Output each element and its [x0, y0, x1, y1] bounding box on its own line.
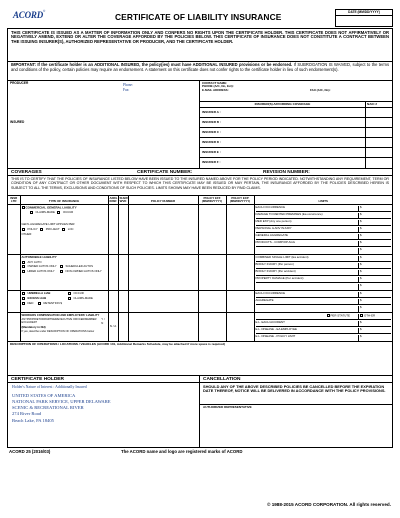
limit-row: [256, 233, 392, 240]
other-label: OTHER:: [21, 231, 33, 236]
cgl-limits: [254, 204, 392, 254]
cgl-title: COMMERCIAL GENERAL LIABILITY: [25, 204, 77, 209]
any-auto-checkbox[interactable]: [22, 261, 25, 264]
nonowned-label: NON-OWNED AUTOS ONLY: [65, 269, 102, 273]
coverages-label: COVERAGES: [11, 170, 42, 176]
cgl-eff-date[interactable]: [198, 204, 226, 254]
naic-value[interactable]: [366, 128, 392, 137]
limit-row: [256, 226, 392, 233]
limit-row: [256, 291, 392, 298]
cancellation-label: CANCELLATION: [200, 376, 392, 383]
nonowned-checkbox[interactable]: [60, 270, 63, 273]
insurer-name: INSURER C :: [200, 128, 366, 137]
limit-name: E.L. DISEASE - EA EMPLOYEE: [256, 328, 360, 333]
limit-row: [256, 320, 392, 327]
certificate-holder: [8, 376, 200, 447]
workers-exp-date[interactable]: [226, 312, 254, 341]
coverages-bar: [8, 168, 392, 176]
producer-contact: [123, 83, 133, 92]
column-header: POLICY NUMBER: [128, 196, 198, 204]
logo-text: ACORD: [13, 10, 44, 20]
contact-box[interactable]: [200, 81, 392, 102]
limit-name: AGGREGATE: [256, 299, 360, 304]
trademark: The ACORD name and logo are registered marks of ACORD: [121, 448, 243, 454]
workers-title: WORKERS COMPENSATION AND EMPLOYERS' LIABILITY: [21, 312, 100, 317]
page-title: CERTIFICATE OF LIABILITY INSURANCE: [115, 12, 282, 22]
producer-box[interactable]: [8, 81, 200, 168]
limit-row: [256, 212, 392, 219]
date-label: DATE (MM/DD/YYYY): [336, 10, 392, 16]
umbrella-label: UMBRELLA LIAB: [27, 291, 51, 296]
workers-row: [8, 312, 392, 341]
footer-line: [7, 450, 393, 455]
limit-name: PROPERTY DAMAGE (Per accident): [256, 277, 360, 282]
limit-value[interactable]: $: [360, 290, 362, 295]
insurer-row[interactable]: [200, 138, 392, 148]
logo-mark: ®: [43, 9, 46, 13]
naic-value[interactable]: [366, 118, 392, 127]
date-field[interactable]: [335, 9, 393, 27]
holder-line: UNITED STATES OF AMERICA: [12, 392, 76, 398]
hired-checkbox[interactable]: [22, 270, 25, 273]
umb-occur-label: OCCUR: [73, 291, 84, 296]
form-number: ACORD 25 (2016/03): [9, 448, 51, 454]
gen-agg-label: GEN'L AGGREGATE LIMIT APPLIES PER:: [21, 222, 76, 227]
limit-name: MED EXP (Any one person): [256, 220, 360, 225]
acord-logo: [13, 10, 45, 20]
cgl-type-cell: [20, 204, 108, 254]
important-notice: [8, 62, 392, 80]
retention-label: RETENTION $: [43, 300, 62, 305]
insurer-name: INSURER F :: [200, 158, 366, 168]
naic-value[interactable]: [366, 108, 392, 117]
holder-label: CERTIFICATE HOLDER: [8, 376, 199, 383]
limit-name: E.L. DISEASE - POLICY LIMIT: [256, 335, 360, 341]
holder-line: Beach Lake, PA 18405: [12, 417, 54, 423]
limit-name: EACH OCCURRENCE: [256, 206, 360, 211]
occur-label: OCCUR: [62, 209, 74, 214]
umbrella-type-cell: [20, 290, 108, 312]
mandatory-label: (Mandatory in NH): [21, 325, 46, 330]
umb-claims-checkbox[interactable]: [68, 297, 71, 300]
umbrella-checkbox[interactable]: [22, 292, 25, 295]
auto-limits: [254, 254, 392, 290]
holder-line: SCENIC & RECREATIONAL RIVER: [12, 405, 84, 411]
holder-line: NATIONAL PARK SERVICE, UPPER DELAWARE: [12, 398, 111, 404]
bottom-section: [8, 375, 392, 447]
workers-policy-number[interactable]: [128, 312, 198, 341]
if-yes-label: If yes, describe under DESCRIPTION OF OPERATIONS below: [21, 329, 95, 333]
limit-row: [256, 269, 392, 276]
insurer-header-label: INSURER(S) AFFORDING COVERAGE: [200, 102, 366, 107]
cgl-exp-date[interactable]: [226, 204, 254, 254]
limit-value[interactable]: $: [360, 211, 362, 216]
limit-row: [256, 240, 392, 247]
insurer-row[interactable]: [200, 118, 392, 128]
limit-name: DAMAGE TO RENTED PREMISES (Ea occurrence): [256, 213, 360, 218]
per-statute-cell: [256, 314, 360, 319]
naic-value[interactable]: [366, 158, 392, 168]
cgl-policy-number[interactable]: [128, 204, 198, 254]
coverages-text: THIS IS TO CERTIFY THAT THE POLICIES OF INSURANCE LISTED BELOW HAVE BEEN ISSUED TO THE INSURED NAMED ABOVE FOR THE POLICY PERIOD INDICATED. NOTWITHSTANDING ANY REQUIREMENT, TERM OR CONDITION OF ANY CONTRACT OR OTHER DOCUMENT WITH RESPECT TO WHICH THIS CERTIFICATE MAY BE ISSUED OR MAY PERTAIN, THE INSURANCE AFFORDED BY THE POLICIES DESCRIBED HEREIN IS SUBJECT TO ALL THE TERMS, EXCLUSIONS AND CONDITIONS OF SUCH POLICIES. LIMITS SHOWN MAY HAVE BEEN REDUCED BY PAID CLAIMS.: [8, 176, 392, 196]
certificate-number-label: CERTIFICATE NUMBER:: [137, 170, 193, 176]
retention-checkbox[interactable]: [38, 302, 41, 305]
umbrella-exp-date[interactable]: [226, 290, 254, 312]
ded-checkbox[interactable]: [22, 302, 25, 305]
copyright: © 1988-2015 ACORD CORPORATION. All rights reserved.: [267, 501, 391, 507]
column-header: LIMITS: [254, 196, 392, 204]
limit-row: [256, 334, 392, 341]
holder-address: [12, 393, 195, 424]
ded-label: DED: [27, 300, 34, 305]
hired-label: HIRED AUTOS ONLY: [27, 269, 55, 273]
producer-section: [8, 80, 392, 168]
limit-name: [256, 306, 360, 312]
oth-er-label: OTH-ER: [364, 312, 376, 317]
description-of-operations[interactable]: DESCRIPTION OF OPERATIONS / LOCATIONS / VEHICLES (ACORD 101, Additional Remarks Schedule, may be attached if more space is required): [8, 341, 392, 375]
important-line-1: IMPORTANT: If the certificate holder is an ADDITIONAL INSURED, the policy(ies) must have ADDITIONAL INSURED provisions or be endorsed.: [11, 62, 293, 67]
limit-row: [256, 247, 392, 254]
limit-value[interactable]: $: [360, 326, 362, 331]
limit-row: [256, 276, 392, 283]
column-header: TYPE OF INSURANCE: [20, 196, 108, 204]
limit-value[interactable]: $: [360, 319, 362, 324]
insurer-name: INSURER B :: [200, 118, 366, 127]
na-label: N / A: [108, 312, 118, 341]
contact-fax-label: FAX (A/C, No):: [310, 88, 331, 92]
owned-label: OWNED AUTOS ONLY: [27, 264, 57, 269]
insurer-row[interactable]: [200, 128, 392, 138]
coverage-headers: [8, 196, 392, 204]
policy-checkbox[interactable]: [22, 228, 25, 231]
limit-value[interactable]: $: [360, 232, 362, 237]
limit-row: [256, 305, 392, 312]
form-body: [7, 28, 393, 448]
coverage-table: [8, 196, 392, 341]
column-header: POLICY EXP (MM/DD/YYYY): [226, 196, 254, 204]
insured-label: INSURED: [10, 120, 25, 124]
header: [7, 6, 393, 28]
umb-claims-label: CLAIMS-MADE: [73, 295, 93, 300]
contact-phone-label: PHONE (A/C, No, Ext):: [202, 84, 234, 89]
excess-label: EXCESS LIAB: [27, 295, 47, 300]
claims-made-checkbox[interactable]: [30, 211, 33, 214]
limit-name: BODILY INJURY (Per accident): [256, 270, 360, 275]
umbrella-eff-date[interactable]: [198, 290, 226, 312]
limit-value[interactable]: $: [360, 268, 362, 273]
umbrella-limits: [254, 290, 392, 312]
limit-row: [256, 205, 392, 212]
limit-name: BODILY INJURY (Per person): [256, 263, 360, 268]
project-checkbox[interactable]: [40, 228, 43, 231]
holder-nature: Holder's Nature of Interest : Additionally Insured: [12, 384, 87, 389]
limit-name: E.L. EACH ACCIDENT: [256, 321, 360, 326]
contact-and-insurers: [200, 81, 392, 168]
column-header: INSR LTR: [8, 196, 20, 204]
workers-eff-date[interactable]: [198, 312, 226, 341]
oth-er-checkbox[interactable]: [360, 314, 363, 317]
limit-value[interactable]: $: [360, 239, 362, 244]
insurer-row[interactable]: [200, 148, 392, 158]
limit-row: [256, 255, 392, 262]
naic-value[interactable]: [366, 148, 392, 157]
cancellation: [200, 376, 392, 447]
limit-name: GENERAL AGGREGATE: [256, 234, 360, 239]
workers-limits: [254, 312, 392, 341]
insurer-row[interactable]: [200, 158, 392, 168]
holder-body[interactable]: [8, 383, 199, 447]
workers-type-cell: [20, 312, 108, 341]
any-auto-label: ANY AUTO: [27, 259, 42, 264]
limit-value[interactable]: $: [360, 254, 362, 259]
auto-row: [8, 254, 392, 290]
limit-value[interactable]: $: [360, 218, 362, 223]
auto-type-cell: [20, 254, 108, 290]
limit-row: [256, 327, 392, 334]
owned-checkbox[interactable]: [22, 265, 25, 268]
producer-phone: Phone:: [123, 83, 133, 87]
loc-label: LOC: [67, 226, 74, 231]
revision-number-label: REVISION NUMBER:: [263, 170, 310, 176]
limit-row: [256, 298, 392, 305]
umbrella-policy-number[interactable]: [128, 290, 198, 312]
limit-row: [256, 219, 392, 226]
scheduled-label: SCHEDULED AUTOS: [65, 264, 93, 269]
loc-checkbox[interactable]: [62, 228, 65, 231]
naic-value[interactable]: [366, 138, 392, 147]
policy-label: POLICY: [27, 226, 38, 231]
auto-eff-date[interactable]: [198, 254, 226, 290]
limit-value[interactable]: $: [360, 275, 362, 280]
cgl-row: [8, 204, 392, 254]
authorized-representative[interactable]: AUTHORIZED REPRESENTATIVE: [203, 404, 252, 409]
insurer-name: INSURER E :: [200, 148, 366, 157]
holder-line: 274 River Road: [12, 411, 42, 417]
producer-label: PRODUCER: [10, 81, 29, 85]
auto-exp-date[interactable]: [226, 254, 254, 290]
limit-value[interactable]: $: [360, 333, 362, 338]
limit-value[interactable]: $: [360, 225, 362, 230]
limit-value[interactable]: $: [360, 246, 362, 251]
oth-er-cell: [359, 314, 391, 319]
column-header: POLICY EFF (MM/DD/YYYY): [198, 196, 226, 204]
excess-checkbox[interactable]: [22, 297, 25, 300]
insurer-row[interactable]: [200, 108, 392, 118]
limit-name: PERSONAL & ADV INJURY: [256, 227, 360, 232]
insurer-list: [200, 108, 392, 168]
umbrella-row: [8, 290, 392, 312]
limit-value[interactable]: $: [360, 261, 362, 266]
limit-name: [256, 248, 360, 254]
limit-row: [256, 283, 392, 290]
limit-name: [256, 284, 360, 290]
umb-occur-checkbox[interactable]: [68, 292, 71, 295]
project-label: PRO-JECT: [45, 226, 60, 231]
cancellation-text: SHOULD ANY OF THE ABOVE DESCRIBED POLICIES BE CANCELLED BEFORE THE EXPIRATION DATE THEREOF, NOTICE WILL BE DELIVERED IN ACCORDANCE WITH THE POLICY PROVISIONS.: [200, 383, 392, 405]
limit-name: EACH OCCURRENCE: [256, 292, 360, 297]
column-header: ADDL INSR: [109, 195, 118, 203]
scheduled-checkbox[interactable]: [60, 265, 63, 268]
limit-value[interactable]: $: [360, 282, 362, 287]
cgl-checkbox[interactable]: [22, 206, 25, 209]
claims-made-label: CLAIMS-MADE: [35, 209, 55, 214]
contact-name-label: CONTACT NAME:: [202, 80, 228, 85]
workers-limit-list: [256, 320, 392, 341]
workers-question: ANYPROPRIETOR/PARTNER/EXECUTIVE OFFICER/MEMBER EXCLUDED?: [21, 317, 97, 324]
insurer-name: INSURER A :: [200, 108, 366, 117]
yn-label: Y / N: [101, 317, 105, 325]
producer-fax: Fax:: [123, 87, 130, 92]
limit-value[interactable]: $: [360, 204, 362, 209]
column-header: SUBR WVD: [119, 195, 128, 203]
important-line-2: If SUBROGATION IS WAIVED, subject to the terms and conditions of the policy, certain policies may require an endorsement. A statement on this certificate does not confer rights to the certificate holder in lieu of such endorsement(s).: [11, 62, 390, 72]
limit-value[interactable]: $: [360, 297, 362, 302]
limit-row: [256, 262, 392, 269]
naic-label: NAIC #: [367, 102, 378, 106]
auto-policy-number[interactable]: [128, 254, 198, 290]
occur-checkbox[interactable]: [57, 211, 60, 214]
limit-value[interactable]: $: [360, 304, 362, 309]
contact-email-label: E-MAIL ADDRESS:: [202, 88, 229, 93]
per-statute-checkbox[interactable]: [327, 314, 330, 317]
limit-name: COMBINED SINGLE LIMIT (Ea accident): [256, 256, 360, 261]
limit-name: PRODUCTS - COMP/OP AGG: [256, 241, 360, 246]
auto-title: AUTOMOBILE LIABILITY: [21, 254, 57, 259]
intro-text: THIS CERTIFICATE IS ISSUED AS A MATTER OF INFORMATION ONLY AND CONFERS NO RIGHTS UPON THE CERTIFICATE HOLDER. THIS CERTIFICATE DOES NOT AFFIRMATIVELY OR NEGATIVELY AMEND, EXTEND OR ALTER THE COVERAGE AFFORDED BY THE POLICIES BELOW. THIS CERTIFICATE OF INSURANCE DOES NOT CONSTITUTE A CONTRACT BETWEEN THE ISSUING INSURER(S), AUTHORIZED REPRESENTATIVE OR PRODUCER, AND THE CERTIFICATE HOLDER.: [8, 29, 392, 62]
per-statute-label: PER STATUTE: [330, 312, 350, 317]
insurer-name: INSURER D :: [200, 138, 366, 147]
